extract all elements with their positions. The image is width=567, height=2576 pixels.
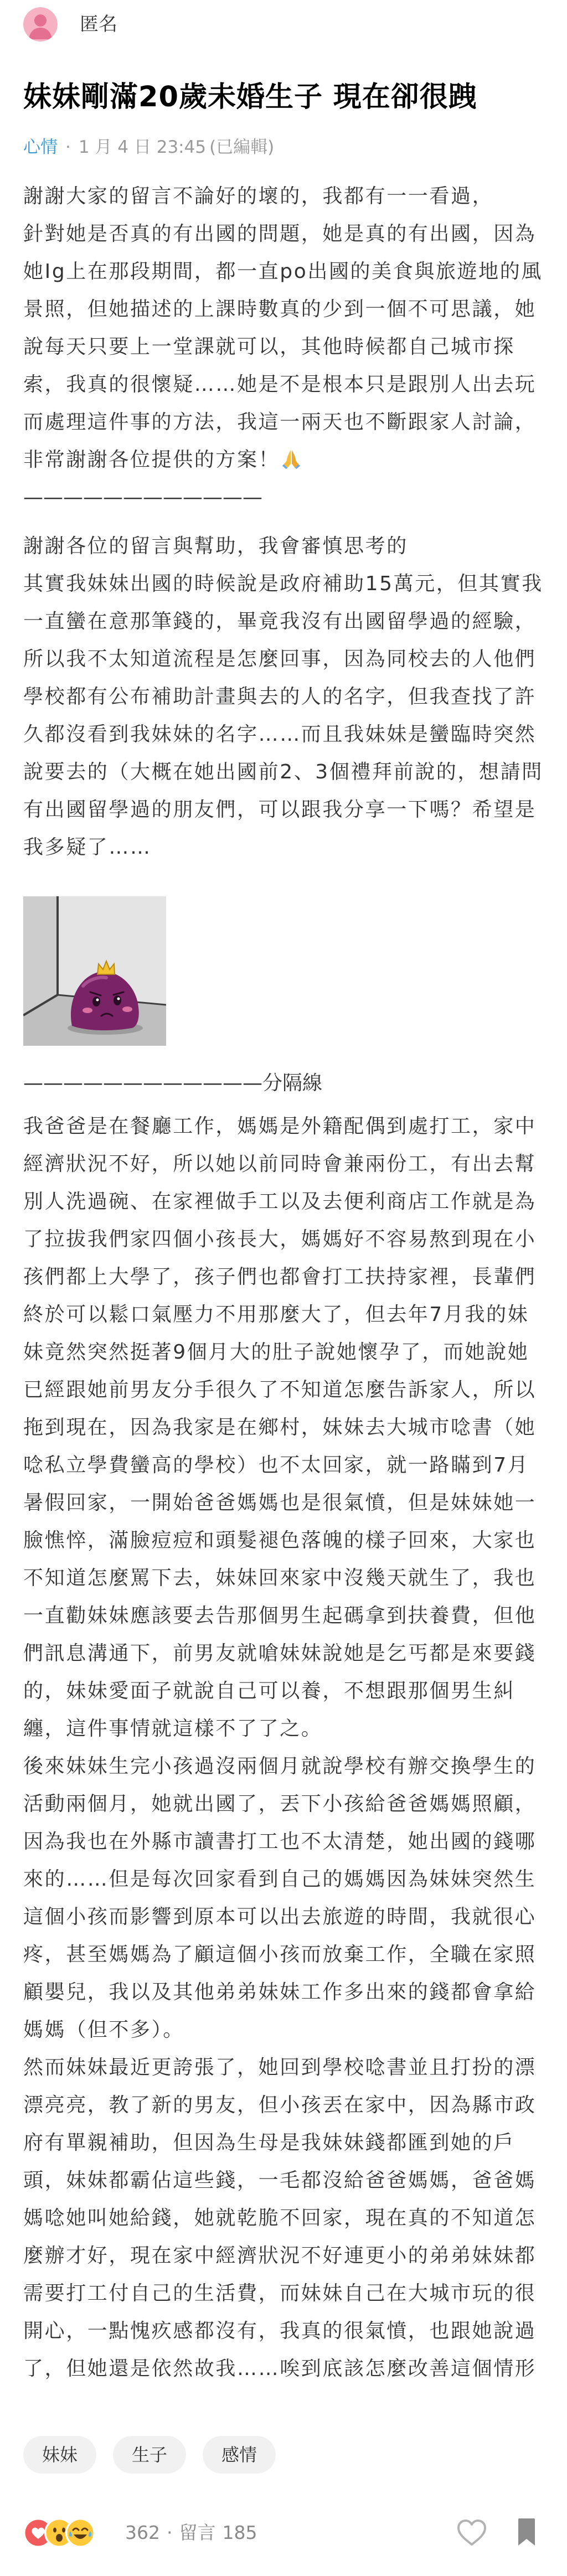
post-header bbox=[23, 7, 544, 42]
post-stats bbox=[125, 2521, 257, 2545]
reaction-count[interactable]: 362 bbox=[125, 2522, 160, 2543]
post-title: 妹妹剛滿20歲未婚生子 現在卻很跩 bbox=[23, 81, 477, 113]
comments-label[interactable]: 留言 bbox=[179, 2522, 216, 2543]
edited-label: (已編輯) bbox=[209, 137, 275, 157]
body-paragraph bbox=[23, 178, 544, 479]
laughing-face-reaction-icon bbox=[65, 2518, 95, 2548]
body-paragraph: 謝謝各位的留言與幫助，我會審慎思考的 其實我妹妹出國的時候說是政府補助15萬元，但其實我一直蠻在意那筆錢的，畢竟我沒有出國留學過的經驗，所以我不太知道流程是怎麼回事，因為同校去的人他們學校都有公布補助計畫與去的人的名字，但我查找了許久都沒看到我妹妹的名字……而且我妹妹是蠻臨時突然說要去的（大概在她出國前2、3個禮拜前說的，想請問有出國留學過的朋友們，可以跟我分享一下嗎？希望是我多疑了…… bbox=[23, 535, 543, 859]
post-column bbox=[23, 0, 544, 2388]
post-date: 1 月 4 日 23:45 bbox=[78, 137, 207, 157]
stats-separator: · bbox=[167, 2522, 173, 2543]
section-divider: ———————————— bbox=[23, 486, 262, 509]
forum-link[interactable]: 心情 bbox=[23, 137, 58, 157]
body-paragraph: 後來妹妹生完小孩過沒兩個月就說學校有辦交換學生的活動兩個月，她就出國了，丟下小孩給爸爸媽媽照顧，因為我也在外縣市讀書打工也不太清楚，她出國的錢哪來的……但是每次回家看到自己的媽媽因為妹妹突然生這個小孩而影響到原本可以出去旅遊的時間，我就很心疼，甚至媽媽為了顧這個小孩而放棄工作，全職在家照顧嬰兒，我以及其他弟弟妹妹工作多出來的錢都會拿給媽媽（但不多）。 bbox=[23, 1755, 537, 2041]
tag-item[interactable]: 生子 bbox=[113, 2436, 186, 2474]
post-body bbox=[23, 178, 544, 2388]
tag-list bbox=[23, 2436, 276, 2474]
body-paragraph: 然而妹妹最近更誇張了，她回到學校唸書並且打扮的漂漂亮亮，教了新的男友，但小孩丟在家中，因為縣市政府有單親補助，但因為生母是我妹妹錢都匯到她的戶頭，妹妹都霸佔這些錢，一毛都沒給爸爸媽媽，爸爸媽媽唸她叫她給錢，她就乾脆不回家，現在真的不知道怎麼辦才好，現在家中經濟狀況不好連更小的弟弟妹妹都需要打工付自己的生活費，而妹妹自己在大城市玩的很開心，一點愧疚感都沒有，我真的很氣憤，也跟她說過了，但她還是依然故我……唉到底該怎麼改善這個情形 bbox=[23, 2056, 537, 2380]
tag-item[interactable]: 妹妹 bbox=[23, 2436, 96, 2474]
post-meta bbox=[23, 135, 544, 159]
bookmark-icon[interactable] bbox=[517, 2517, 537, 2547]
body-paragraph: 我爸爸是在餐廳工作，媽媽是外籍配偶到處打工，家中經濟狀況不好，所以她以前同時會兼兩份工，有出去幫別人洗過碗、在家裡做手工以及去便利商店工作就是為了拉拔我們家四個小孩長大，媽媽好不容易熬到現在小孩們都上大學了，孩子們也都會打工扶持家裡，長輩們終於可以鬆口氣壓力不用那麼大了，但去年7月我的妹妹竟然突然挺著9個月大的肚子說她懷孕了，而她說她已經跟她前男友分手很久了不知道怎麼告訴家人，所以拖到現在，因為我家是在鄉村，妹妹去大城市唸書（她唸私立學費蠻高的學校）也不太回家，就一路瞞到7月暑假回家，一開始爸爸媽媽也是很氣憤，但是妹妹她一臉憔悴，滿臉痘痘和頭髮褪色落魄的樣子回來，大家也不知道怎麼罵下去，妹妹回來家中沒幾天就生了，我也一直勸妹妹應該要去告那個男生起碼拿到扶養費，但他們訊息溝通下，前男友就嗆妹妹說她是乞丐都是來要錢的，妹妹愛面子就說自己可以養，不想跟那個男生糾纏，這件事情就這樣不了了之。 bbox=[23, 1115, 537, 1740]
sad-purple-blob-sticker bbox=[23, 896, 166, 1046]
praying-hands-icon bbox=[281, 448, 302, 469]
comments-count[interactable]: 185 bbox=[222, 2522, 257, 2543]
paragraph-text: 謝謝大家的留言不論好的壞的，我都有一一看過， 針對她是否真的有出國的問題，她是真的有出國，因為她Ig上在那段期間，都一直po出國的美食與旅遊地的風景照，但她描述的上課時數真的少到一個不可思議，她說每天只要上一堂課就可以，其他時候都自己城市探索，我真的很懷疑……她是不是根本只是跟別人出去玩而處理這件事的方法，我這一兩天也不斷跟家人討論，非常謝謝各位提供的方案！ bbox=[23, 185, 543, 471]
heart-outline-icon[interactable] bbox=[456, 2518, 487, 2547]
reaction-summary[interactable] bbox=[23, 2518, 95, 2548]
labeled-divider: ————————————分隔線 bbox=[23, 1072, 323, 1095]
post-footer bbox=[0, 2511, 567, 2555]
author-name: 匿名 bbox=[80, 13, 117, 35]
anonymous-avatar-icon bbox=[23, 7, 58, 42]
tag-item[interactable]: 感情 bbox=[203, 2436, 276, 2474]
meta-separator: · bbox=[65, 137, 71, 157]
